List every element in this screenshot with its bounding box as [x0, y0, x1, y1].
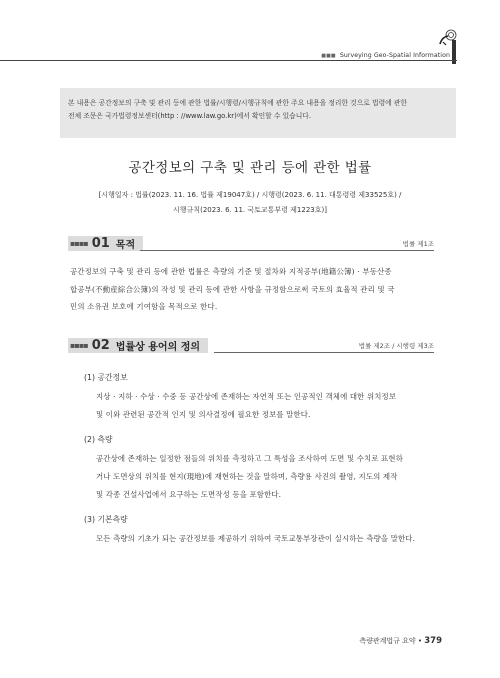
definition-line: 및 각종 건설사업에서 요구하는 도면작성 등을 포함한다.	[96, 490, 282, 499]
definition-line: 모든 측량의 기초가 되는 공간정보를 제공하기 위하여 국토교통부장관이 실시하는 측량을 말한다.	[96, 534, 416, 543]
definition-line: 및 이와 관련된 공간적 인지 및 의사결정에 필요한 정보를 말한다.	[96, 410, 311, 419]
definition-body	[96, 388, 451, 424]
definition-line: 지상 · 지하 · 수상 · 수중 등 공간상에 존재하는 자연적 또는 인공적인 객체에 대한 위치정보	[96, 392, 397, 401]
header-dots: ■■■	[321, 53, 336, 59]
section-heading-purpose	[68, 236, 434, 251]
definition-body	[96, 450, 451, 504]
section-reference: 법률 제1조	[402, 240, 434, 248]
section-label: 목적	[115, 240, 136, 251]
definition-heading: (1) 공간정보	[84, 373, 128, 382]
paragraph-line: 합공부(不動産綜合公簿)의 작성 및 관리 등에 관한 사항을 규정함으로써 국토의 효율적 관리 및 국	[70, 284, 395, 294]
section-heading-bar	[68, 236, 143, 251]
notice-line-1: 본 내용은 공간정보의 구축 및 관리 등에 관한 법률/시행령/시행규칙에 관한 주요 내용을 정리한 것으로 법령에 관한	[68, 99, 408, 107]
section-heading-definitions	[68, 338, 434, 353]
section-number: 02	[91, 338, 110, 353]
definition-heading: (2) 측량	[84, 435, 113, 444]
notice-line-2: 전체 조문은 국가법령정보센터(http : //www.law.go.kr)에서 확인할 수 있습니다.	[68, 112, 312, 120]
section-dash: ▪▪▪▪	[70, 239, 88, 248]
section-rule	[140, 250, 434, 251]
section-label: 법률상 용어의 정의	[115, 342, 201, 353]
definition-heading: (3) 기본측량	[84, 515, 128, 524]
running-title: Surveying Geo-Spatial Information	[339, 52, 450, 59]
section-number: 01	[91, 236, 110, 251]
notice-box	[60, 88, 456, 138]
paragraph-line: 민의 소유권 보호에 기여함을 목적으로 한다.	[70, 302, 218, 311]
definition-line: 공간상에 존재하는 일정한 점들의 위치를 측정하고 그 특성을 조사하여 도면 및 수치로 표현하	[96, 454, 403, 463]
enforcement-dates	[0, 188, 500, 217]
running-header	[321, 52, 450, 59]
purpose-paragraph	[70, 263, 448, 316]
page-footer	[359, 636, 442, 646]
section-reference: 법률 제2조 / 시행령 제3조	[358, 342, 434, 350]
enforcement-line-1: [시행일자 : 법률(2023. 11. 16. 법률 제19047호) / 시행령(2023. 6. 11. 대통령령 제33525호) /	[98, 191, 402, 199]
book-title: 측량관계법규 요약	[359, 637, 416, 645]
definition-body	[96, 530, 451, 548]
paragraph-line: 공간정보의 구축 및 관리 등에 관한 법률은 측량의 기준 및 절차와 지적공부(地籍公簿) · 부동산종	[70, 267, 392, 276]
header-rule	[0, 60, 457, 61]
section-rule	[214, 352, 434, 353]
document-title: 공간정보의 구축 및 관리 등에 관한 법률	[128, 160, 372, 176]
enforcement-line-2: 시행규칙(2023. 6. 11. 국토교통부령 제1223호)]	[173, 205, 327, 214]
page-number: 379	[424, 636, 442, 646]
footer-bullet: •	[417, 637, 423, 645]
section-heading-bar	[68, 338, 208, 353]
satellite-dish-icon	[434, 28, 460, 46]
section-dash: ▪▪▪▪	[70, 341, 88, 350]
definition-line: 거나 도면상의 위치를 현지(現地)에 재현하는 것을 말하며, 측량용 사진의 촬영, 지도의 제작	[96, 472, 398, 481]
